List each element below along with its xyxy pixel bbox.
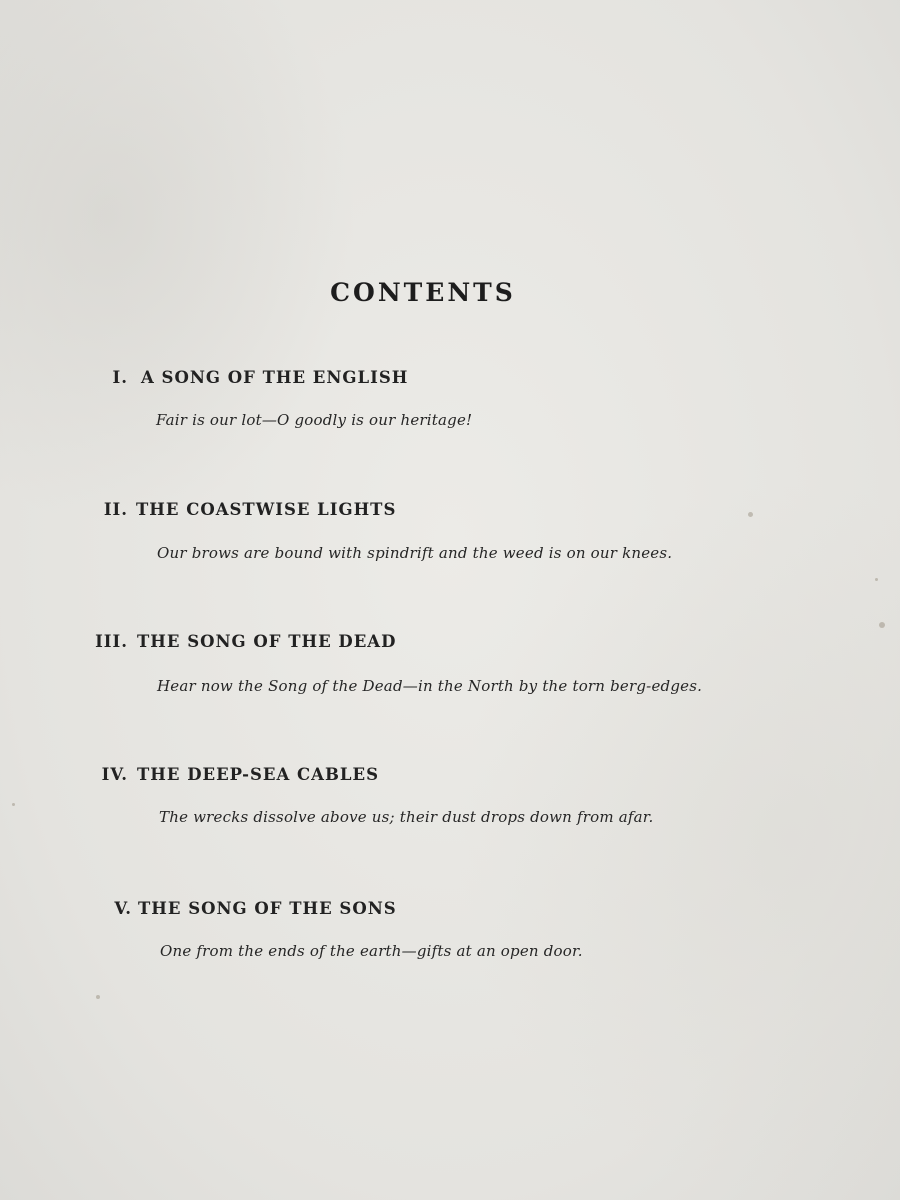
entry-title: THE DEEP-SEA CABLES [137,765,380,784]
entry-title: A SONG OF THE ENGLISH [141,368,409,387]
entry-numeral: II. [103,500,128,519]
entry-title: THE SONG OF THE SONS [138,899,397,918]
entry-title: THE COASTWISE LIGHTS [136,500,397,519]
paper-speck [748,512,753,517]
entry-quote: Fair is our lot—O goodly is our heritage! [156,411,473,429]
entry-quote: Hear now the Song of the Dead—in the North by the torn berg-edges. [157,677,703,695]
entry-quote: The wrecks dissolve above us; their dust drops down from afar. [159,808,654,826]
paper-speck [875,578,878,581]
paper-speck [879,622,885,628]
paper-speck [12,803,15,806]
entry-numeral: V. [114,899,132,918]
paper-speck [96,995,100,999]
entry-title: THE SONG OF THE DEAD [137,632,397,651]
entry-numeral: I. [112,368,128,387]
entry-quote: Our brows are bound with spindrift and the weed is on our knees. [157,544,673,562]
page-title: CONTENTS [330,278,516,307]
entry-quote: One from the ends of the earth—gifts at an open door. [160,942,583,960]
entry-numeral: III. [95,632,128,651]
entry-numeral: IV. [101,765,128,784]
